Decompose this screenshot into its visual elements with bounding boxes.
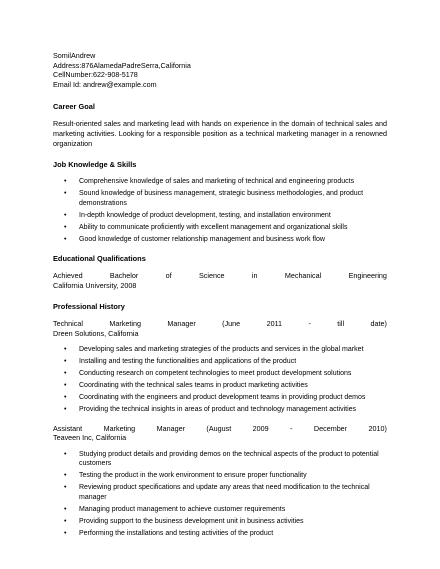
job-word: Marketing <box>103 423 136 433</box>
list-item: • In-depth knowledge of product development, testing, and installation environment <box>79 211 387 220</box>
job-word: Marketing <box>109 319 141 329</box>
job-word: 2011 <box>266 319 283 329</box>
contact-address: Address:876AlamedaPadreSerra,California <box>53 60 191 70</box>
skills-section <box>53 160 387 244</box>
list-item: • Conducting research on competent technologies to meet product development solutions <box>79 369 387 378</box>
career-goal-heading: Career Goal <box>53 102 95 112</box>
list-item: • Testing the product in the work environment to ensure proper functionality <box>79 471 387 480</box>
education-degree-line <box>53 271 387 281</box>
job-word: - <box>290 423 293 433</box>
contact-cell: CellNumber:622-908-5178 <box>53 70 138 80</box>
job1-duties <box>53 345 387 414</box>
list-item: • Comprehensive knowledge of sales and marketing of technical and engineering products <box>79 177 387 186</box>
career-goal-section <box>53 102 387 148</box>
list-item: • Sound knowledge of business management, strategic business methodologies, and product demonstrations <box>79 189 387 208</box>
list-item: • Ability to communicate proficiently with excellent management and organizational skills <box>79 223 387 232</box>
edu-word: Engineering <box>348 270 387 280</box>
edu-word: Science <box>198 270 225 280</box>
job-word: 2009 <box>252 423 269 433</box>
job-word: December <box>313 423 348 433</box>
education-institution: California University, 2008 <box>53 280 137 290</box>
list-item: • Studying product details and providing demos on the technical aspects of the product to potential customers <box>79 450 387 469</box>
edu-word: of <box>165 270 172 280</box>
list-item: • Reviewing product specifications and update any areas that need modification to the technical manager <box>79 483 387 502</box>
list-item: • Developing sales and marketing strategies of the products and services in the global market <box>79 345 387 354</box>
list-item: • Coordinating with the engineers and product development teams in providing product demos <box>79 393 387 402</box>
job-word: Assistant <box>53 423 83 433</box>
list-item: • Performing the installations and testing activities of the product <box>79 529 387 538</box>
job1-title-line <box>53 319 387 329</box>
job-word: date) <box>370 319 387 329</box>
job-word: Technical <box>53 319 83 329</box>
job2-company: Teaveen Inc, California <box>53 433 127 443</box>
list-item: • Providing the technical insights in areas of product and technology management activities <box>79 405 387 414</box>
edu-word: Mechanical <box>284 270 322 280</box>
contact-email: Email Id: andrew@example.com <box>53 79 157 89</box>
career-goal-text: Result-oriented sales and marketing lead with hands on experience in the domain of technical sales and marketing activities. Looking for a responsible position as a technical marketing manager in a renowned organization <box>53 119 387 148</box>
job-word: - <box>308 319 311 329</box>
list-item: • Coordinating with the technical sales teams in product marketing activities <box>79 381 387 390</box>
education-section <box>53 254 387 290</box>
job-word: (August <box>206 423 232 433</box>
history-section <box>53 302 387 538</box>
job2-title-line <box>53 424 387 434</box>
skills-list <box>53 177 387 244</box>
skills-heading: Job Knowledge & Skills <box>53 160 137 170</box>
contact-block <box>53 51 387 89</box>
history-heading: Professional History <box>53 302 125 312</box>
job-word: (June <box>222 319 241 329</box>
job-word: till <box>337 319 345 329</box>
job-word: Manager <box>156 423 185 433</box>
list-item: • Installing and testing the functionalities and applications of the product <box>79 357 387 366</box>
edu-word: in <box>251 270 258 280</box>
education-heading: Educational Qualifications <box>53 253 146 263</box>
job-word: Manager <box>167 319 196 329</box>
job1-company: Dreen Solutions, California <box>53 328 139 338</box>
job2-duties <box>53 450 387 538</box>
edu-word: Achieved <box>53 270 83 280</box>
list-item: • Good knowledge of customer relationship management and business work flow <box>79 235 387 244</box>
list-item: • Providing support to the business development unit in business activities <box>79 517 387 526</box>
candidate-name: SomilAndrew <box>53 51 96 60</box>
job-word: 2010) <box>368 423 387 433</box>
list-item: • Managing product management to achieve customer requirements <box>79 505 387 514</box>
edu-word: Bachelor <box>109 270 139 280</box>
